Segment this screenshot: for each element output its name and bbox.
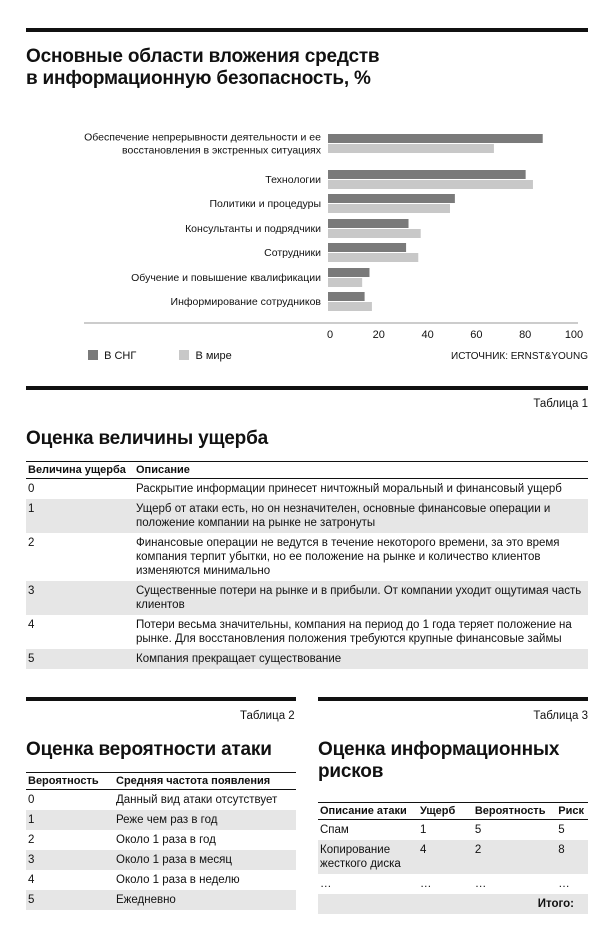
table-cell: Реже чем раз в год <box>114 810 296 830</box>
table-row <box>26 479 588 500</box>
table-cell: … <box>474 878 487 890</box>
table-cell: 3 <box>26 850 114 870</box>
table-row <box>318 840 588 874</box>
table-cell: 2 <box>28 834 35 846</box>
table2-title: Оценка вероятности атаки <box>26 739 272 760</box>
table-cell: 5 <box>474 824 482 836</box>
table-cell: Компания прекращает существование <box>134 649 588 669</box>
table-row <box>318 874 588 894</box>
x-tick-label: 40 <box>421 329 434 341</box>
bar-chart <box>0 120 610 370</box>
category-label: Консультанты и подрядчики <box>185 223 321 235</box>
damage-table <box>26 461 588 669</box>
table1-header-description: Описание <box>134 462 588 479</box>
table-cell: … <box>320 878 332 890</box>
table-cell: … <box>558 878 570 890</box>
category-label: восстановления в экстренных ситуациях <box>122 144 321 157</box>
table-cell: Раскрытие информации принесет ничтожный моральный и финансовый ущерб <box>136 483 562 495</box>
table-cell: 5 <box>26 890 114 910</box>
table3-title <box>318 739 559 783</box>
table2-caption: Таблица 2 <box>240 710 295 722</box>
total-label: Итого: <box>318 894 588 914</box>
legend-label-cis: В СНГ <box>104 350 137 362</box>
table-cell: 1 <box>419 824 427 836</box>
table2-header-probability: Вероятность <box>26 773 114 790</box>
table1-caption: Таблица 1 <box>533 398 588 410</box>
table-cell: 5 <box>558 824 565 836</box>
chart-legend <box>88 350 232 362</box>
table-row <box>26 649 588 669</box>
category-label: Обеспечение непрерывности деятельности и ее <box>84 131 321 144</box>
chart-title-line2: в информационную безопасность, % <box>26 68 371 89</box>
legend-swatch-cis <box>88 350 98 360</box>
bar-cis-6 <box>328 292 365 301</box>
table-cell: 0 <box>28 483 35 495</box>
table-row <box>26 810 296 830</box>
bar-cis-2 <box>328 194 455 203</box>
table-cell: 3 <box>26 581 134 615</box>
table3-rule <box>318 697 588 701</box>
bar-cis-5 <box>328 268 369 277</box>
table-cell: 0 <box>28 794 35 806</box>
bar-world-1 <box>328 180 533 189</box>
bar-world-5 <box>328 278 362 287</box>
bar-cis-3 <box>328 219 409 228</box>
table3-header-probability: Вероятность <box>473 803 556 820</box>
table-row <box>26 890 296 910</box>
table-cell: Финансовые операции не ведутся в течение некоторого времени, за это время компания терпит убытки, но ее положение на рынке и количество клиентов изменяются минимально <box>136 537 560 577</box>
table1-title: Оценка величины ущерба <box>26 428 268 449</box>
table-cell: Данный вид атаки отсутствует <box>116 794 278 806</box>
table-cell: Около 1 раза в неделю <box>116 874 240 886</box>
bar-world-3 <box>328 229 421 238</box>
table-cell: 1 <box>26 499 134 533</box>
bar-cis-1 <box>328 170 526 179</box>
table3-caption: Таблица 3 <box>533 710 588 722</box>
bar-cis-4 <box>328 243 406 252</box>
table-row <box>26 870 296 890</box>
table-cell: Существенные потери на рынке и в прибыли. От компании уходит ощутимая часть клиентов <box>134 581 588 615</box>
bar-world-0 <box>328 144 494 153</box>
bar-cis-0 <box>328 134 543 143</box>
table-cell: 4 <box>28 874 35 886</box>
table3-title-line1: Оценка информационных <box>318 739 560 760</box>
bar-world-2 <box>328 204 450 213</box>
table-cell: 4 <box>418 840 473 874</box>
table1-rule <box>26 386 588 390</box>
table2-rule <box>26 697 296 701</box>
table-cell: Около 1 раза в год <box>116 834 216 846</box>
table-cell: 2 <box>473 840 556 874</box>
table-row <box>26 581 588 615</box>
top-rule <box>26 28 588 32</box>
category-label: Обучение и повышение квалификации <box>131 272 321 284</box>
table3-header-damage: Ущерб <box>418 803 473 820</box>
table-cell: Ежедневно <box>114 890 296 910</box>
table-row <box>318 820 588 841</box>
table-cell: Копирование жесткого диска <box>318 840 418 874</box>
risk-table <box>318 802 588 914</box>
legend-swatch-world <box>179 350 189 360</box>
category-label: Информирование сотрудников <box>170 296 321 308</box>
legend-label-world: В мире <box>195 350 232 362</box>
table-cell: 4 <box>28 619 35 631</box>
table2-header-frequency: Средняя частота появления <box>114 773 296 790</box>
table-row <box>26 533 588 581</box>
table-cell: 1 <box>26 810 114 830</box>
bar-world-6 <box>328 302 372 311</box>
table-row <box>26 850 296 870</box>
chart-title-line1: Основные области вложения средств <box>26 46 380 67</box>
x-tick-label: 80 <box>519 329 532 341</box>
table-cell: Потери весьма значительны, компания на период до 1 года теряет положение на рынке. Для восстановления положения требуются крупные финансовые займы <box>136 619 572 645</box>
table-cell: 8 <box>556 840 588 874</box>
table-cell: Спам <box>320 824 349 836</box>
table-cell: 5 <box>26 649 134 669</box>
total-row <box>318 894 588 914</box>
table-row <box>26 790 296 811</box>
x-tick-label: 100 <box>564 329 584 341</box>
category-label: Сотрудники <box>264 247 321 259</box>
chart-source: ИСТОЧНИК: ERNST&YOUNG <box>451 351 588 362</box>
x-tick-label: 60 <box>470 329 483 341</box>
table3-header-risk: Риск <box>556 803 588 820</box>
table-cell: Ущерб от атаки есть, но он незначителен, основные финансовые операции и положение компании на рынке не затронуты <box>134 499 588 533</box>
table1-header-value: Величина ущерба <box>26 462 134 479</box>
table3-header-attack: Описание атаки <box>318 803 418 820</box>
category-label: Технологии <box>265 174 321 186</box>
chart-title <box>26 46 379 90</box>
x-tick-label: 20 <box>372 329 385 341</box>
bar-world-4 <box>328 253 418 262</box>
category-label: Политики и процедуры <box>209 198 321 210</box>
table-row <box>26 615 588 649</box>
table-cell: Около 1 раза в месяц <box>114 850 296 870</box>
table-cell: … <box>419 878 432 890</box>
table-row <box>26 830 296 850</box>
probability-table <box>26 772 296 910</box>
x-tick-label: 0 <box>326 329 334 341</box>
table-cell: 2 <box>28 537 35 549</box>
table-row <box>26 499 588 533</box>
table3-title-line2: рисков <box>318 761 384 782</box>
